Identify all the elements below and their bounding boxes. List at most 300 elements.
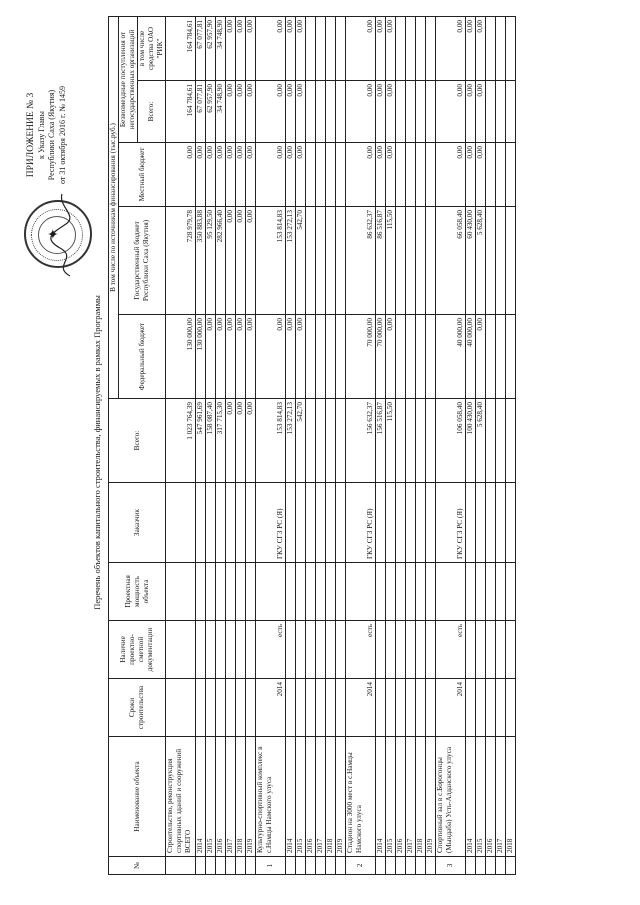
cell-capacity [216, 563, 226, 621]
cell-nongov [496, 81, 506, 143]
cell-nongov: 0,00 [476, 81, 486, 143]
cell-federal: 0,00 [206, 315, 216, 399]
table-row [426, 16, 436, 874]
cell-federal: 130 000,00 [166, 315, 196, 399]
cell-state: 282 966,40 [216, 207, 226, 315]
cell-docs [166, 621, 196, 679]
cell-nongov [336, 81, 346, 143]
cell-rik: 0,00 [256, 16, 286, 80]
table-row [486, 16, 496, 874]
cell-nongov: 0,00 [376, 81, 386, 143]
cell-rik [486, 16, 496, 80]
cell-term [466, 679, 476, 737]
cell-term [396, 679, 406, 737]
cell-docs [226, 621, 236, 679]
cell-no: 3 [436, 857, 466, 875]
cell-docs [196, 621, 206, 679]
col-nongov-rik: в том числе средства ОАО "РИК" [138, 16, 166, 80]
cell-nongov: 0,00 [466, 81, 476, 143]
cell-no [486, 857, 496, 875]
cell-federal: 0,00 [476, 315, 486, 399]
cell-local [496, 143, 506, 207]
cell-customer [496, 483, 506, 563]
cell-capacity [246, 563, 256, 621]
cell-total [396, 399, 406, 483]
cell-customer [466, 483, 476, 563]
cell-nongov: 67 077,81 [196, 81, 206, 143]
cell-term [196, 679, 206, 737]
cell-federal [486, 315, 496, 399]
cell-rik: 0,00 [376, 16, 386, 80]
table-row [306, 16, 316, 874]
cell-term [236, 679, 246, 737]
cell-term [246, 679, 256, 737]
cell-term [426, 679, 436, 737]
cell-total [506, 399, 516, 483]
cell-state [316, 207, 326, 315]
cell-docs [406, 621, 416, 679]
cell-no [196, 857, 206, 875]
cell-nongov [416, 81, 426, 143]
cell-customer: ГКУ СГЗ РС (Я) [346, 483, 376, 563]
cell-term [226, 679, 236, 737]
cell-state [506, 207, 516, 315]
cell-capacity [316, 563, 326, 621]
cell-name: 2016 [306, 737, 316, 857]
table-row [236, 16, 246, 874]
cell-federal: 0,00 [226, 315, 236, 399]
cell-no [416, 857, 426, 875]
cell-total [496, 399, 506, 483]
cell-nongov: 0,00 [236, 81, 246, 143]
cell-capacity [296, 563, 306, 621]
cell-capacity [256, 563, 286, 621]
cell-name: Спортивный зал в с.Борогонцы (Мындаба) Усть-Алданского улуса [436, 737, 466, 857]
table-row [466, 16, 476, 874]
cell-local [406, 143, 416, 207]
cell-rik: 62 957,90 [206, 16, 216, 80]
cell-customer [406, 483, 416, 563]
cell-capacity [466, 563, 476, 621]
cell-no [496, 857, 506, 875]
cell-state [416, 207, 426, 315]
cell-capacity [236, 563, 246, 621]
cell-name: Строительство, реконструкция спортивных зданий и сооружений ВСЕГО [166, 737, 196, 857]
cell-name: 2014 [286, 737, 296, 857]
cell-no [296, 857, 306, 875]
cell-rik: 0,00 [286, 16, 296, 80]
cell-docs [416, 621, 426, 679]
cell-total [326, 399, 336, 483]
cell-capacity [286, 563, 296, 621]
cell-no [326, 857, 336, 875]
cell-local: 0,00 [216, 143, 226, 207]
cell-total: 0,00 [226, 399, 236, 483]
cell-no [466, 857, 476, 875]
table-row [166, 16, 196, 874]
cell-capacity [326, 563, 336, 621]
cell-customer [166, 483, 196, 563]
cell-name: 2016 [486, 737, 496, 857]
cell-name: 2018 [416, 737, 426, 857]
table-row [216, 16, 226, 874]
cell-local: 0,00 [226, 143, 236, 207]
cell-total [306, 399, 316, 483]
cell-docs: есть [256, 621, 286, 679]
cell-rik [406, 16, 416, 80]
cell-no [226, 857, 236, 875]
cell-name: 2014 [196, 737, 206, 857]
cell-federal: 0,00 [286, 315, 296, 399]
table-row [316, 16, 326, 874]
cell-customer [306, 483, 316, 563]
cell-state: 95 129,50 [206, 207, 216, 315]
cell-customer [396, 483, 406, 563]
cell-total: 317 715,30 [216, 399, 226, 483]
cell-term [476, 679, 486, 737]
cell-no [506, 857, 516, 875]
cell-rik: 164 784,61 [166, 16, 196, 80]
cell-docs [486, 621, 496, 679]
col-funding-sources-group: В том числе по источникам финансирования (тыс.руб.) [109, 16, 119, 398]
cell-name: 2016 [216, 737, 226, 857]
cell-docs [306, 621, 316, 679]
table-row [416, 16, 426, 874]
table-row [346, 16, 376, 874]
cell-federal [426, 315, 436, 399]
cell-term: 2014 [436, 679, 466, 737]
cell-total: 542,70 [296, 399, 306, 483]
republic-name: Республики Саха (Якутия) [47, 89, 56, 181]
cell-local: 0,00 [436, 143, 466, 207]
seal-emblem-icon: ✦ [47, 228, 62, 240]
cell-customer [506, 483, 516, 563]
cell-name: 2017 [496, 737, 506, 857]
cell-name: 2014 [376, 737, 386, 857]
cell-customer [426, 483, 436, 563]
cell-total [406, 399, 416, 483]
cell-rik [396, 16, 406, 80]
cell-federal: 70 000,00 [376, 315, 386, 399]
cell-local [396, 143, 406, 207]
cell-local [426, 143, 436, 207]
cell-docs [246, 621, 256, 679]
cell-name: 2019 [336, 737, 346, 857]
cell-no [216, 857, 226, 875]
cell-customer [236, 483, 246, 563]
cell-federal: 0,00 [246, 315, 256, 399]
cell-rik [506, 16, 516, 80]
appendix-number: ПРИЛОЖЕНИЕ № 3 [26, 92, 36, 178]
cell-no: 2 [346, 857, 376, 875]
appendix-header [26, 60, 68, 210]
cell-docs: есть [346, 621, 376, 679]
cell-local: 0,00 [246, 143, 256, 207]
cell-customer [246, 483, 256, 563]
cell-nongov [426, 81, 436, 143]
cell-state [306, 207, 316, 315]
cell-term [296, 679, 306, 737]
cell-state: 0,00 [226, 207, 236, 315]
cell-state: 153 814,83 [256, 207, 286, 315]
cell-federal: 40 000,00 [466, 315, 476, 399]
cell-total: 1 023 764,39 [166, 399, 196, 483]
cell-customer [416, 483, 426, 563]
cell-docs [236, 621, 246, 679]
cell-total: 158 087,40 [206, 399, 216, 483]
cell-no [316, 857, 326, 875]
table-row [256, 16, 286, 874]
table-row [286, 16, 296, 874]
cell-rik: 0,00 [436, 16, 466, 80]
cell-capacity [306, 563, 316, 621]
cell-state [336, 207, 346, 315]
cell-rik [316, 16, 326, 80]
cell-total: 100 430,00 [466, 399, 476, 483]
cell-nongov [326, 81, 336, 143]
cell-federal: 130 000,00 [196, 315, 206, 399]
cell-rik: 0,00 [226, 16, 236, 80]
table-row [326, 16, 336, 874]
cell-term [336, 679, 346, 737]
cell-federal [506, 315, 516, 399]
cell-local [506, 143, 516, 207]
cell-term [166, 679, 196, 737]
cell-docs [316, 621, 326, 679]
cell-capacity [166, 563, 196, 621]
table-row [476, 16, 486, 874]
cell-docs [286, 621, 296, 679]
table-row [396, 16, 406, 874]
cell-rik [416, 16, 426, 80]
cell-no [396, 857, 406, 875]
cell-local [306, 143, 316, 207]
col-nongov-total: Всего: [138, 81, 166, 143]
cell-no [306, 857, 316, 875]
cell-name: 2018 [236, 737, 246, 857]
cell-customer: ГКУ СГЗ РС (Я) [436, 483, 466, 563]
table-row [496, 16, 506, 874]
col-object-name: Наименование объекта [109, 737, 166, 857]
cell-federal [496, 315, 506, 399]
table-row [406, 16, 416, 874]
cell-nongov: 62 957,90 [206, 81, 216, 143]
cell-capacity [506, 563, 516, 621]
col-federal-budget: Федеральный бюджет [119, 315, 166, 399]
cell-term [386, 679, 396, 737]
cell-term [486, 679, 496, 737]
cell-capacity [336, 563, 346, 621]
cell-federal: 70 000,00 [346, 315, 376, 399]
cell-nongov [396, 81, 406, 143]
cell-docs [396, 621, 406, 679]
cell-local [326, 143, 336, 207]
cell-no [476, 857, 486, 875]
cell-local: 0,00 [376, 143, 386, 207]
cell-nongov: 0,00 [286, 81, 296, 143]
table-row [336, 16, 346, 874]
cell-state [326, 207, 336, 315]
cell-state: 350 883,88 [196, 207, 206, 315]
col-design-docs: Наличие проектно-сметной документации [109, 621, 166, 679]
cell-local [316, 143, 326, 207]
cell-customer [386, 483, 396, 563]
cell-local: 0,00 [286, 143, 296, 207]
cell-state: 0,00 [236, 207, 246, 315]
cell-capacity [486, 563, 496, 621]
cell-docs [426, 621, 436, 679]
col-total: Всего: [109, 399, 166, 483]
cell-customer [226, 483, 236, 563]
cell-federal: 0,00 [386, 315, 396, 399]
cell-term: 2014 [256, 679, 286, 737]
cell-capacity [206, 563, 216, 621]
cell-name: 2015 [386, 737, 396, 857]
table-row [226, 16, 236, 874]
cell-nongov: 0,00 [296, 81, 306, 143]
cell-total: 153 272,13 [286, 399, 296, 483]
cell-name: 2015 [296, 737, 306, 857]
cell-state [426, 207, 436, 315]
decree-date: от 31 октября 2016 г. № 1459 [57, 86, 67, 185]
cell-no [336, 857, 346, 875]
cell-federal: 0,00 [236, 315, 246, 399]
cell-term [376, 679, 386, 737]
cell-customer: ГКУ СГЗ РС (Я) [256, 483, 286, 563]
cell-total: 547 961,69 [196, 399, 206, 483]
col-capacity: Проектная мощность объекта [109, 563, 166, 621]
cell-nongov: 0,00 [346, 81, 376, 143]
cell-federal: 0,00 [216, 315, 226, 399]
cell-nongov: 0,00 [226, 81, 236, 143]
cell-no [376, 857, 386, 875]
cell-total: 115,50 [386, 399, 396, 483]
cell-name: 2017 [316, 737, 326, 857]
cell-capacity [376, 563, 386, 621]
cell-federal: 40 000,00 [436, 315, 466, 399]
cell-docs [216, 621, 226, 679]
cell-rik: 34 748,90 [216, 16, 226, 80]
capital-construction-table [108, 16, 516, 875]
cell-term [496, 679, 506, 737]
cell-total: 106 058,40 [436, 399, 466, 483]
col-customer: Заказчик [109, 483, 166, 563]
table-header [109, 16, 166, 874]
cell-no [166, 857, 196, 875]
cell-no [246, 857, 256, 875]
cell-nongov: 0,00 [256, 81, 286, 143]
cell-docs [206, 621, 216, 679]
cell-capacity [196, 563, 206, 621]
cell-term [206, 679, 216, 737]
cell-term [406, 679, 416, 737]
cell-name: Культурно-спортивный комплекс в с.Намцы Намского улуса [256, 737, 286, 857]
cell-total [486, 399, 496, 483]
cell-state: 542,70 [296, 207, 306, 315]
cell-term [506, 679, 516, 737]
cell-rik [336, 16, 346, 80]
cell-total [316, 399, 326, 483]
cell-rik [306, 16, 316, 80]
cell-federal: 0,00 [296, 315, 306, 399]
cell-local: 0,00 [236, 143, 246, 207]
cell-rik [426, 16, 436, 80]
cell-local: 0,00 [256, 143, 286, 207]
table-row [196, 16, 206, 874]
cell-rik: 0,00 [246, 16, 256, 80]
cell-nongov [406, 81, 416, 143]
cell-local: 0,00 [166, 143, 196, 207]
table-row [296, 16, 306, 874]
cell-state: 66 058,40 [436, 207, 466, 315]
cell-local: 0,00 [196, 143, 206, 207]
cell-local: 0,00 [296, 143, 306, 207]
cell-capacity [386, 563, 396, 621]
cell-name: 2018 [326, 737, 336, 857]
cell-federal [336, 315, 346, 399]
cell-name: Стадион на 3000 мест в с.Намцы Намского улуса [346, 737, 376, 857]
cell-local [336, 143, 346, 207]
cell-nongov: 0,00 [246, 81, 256, 143]
cell-docs [466, 621, 476, 679]
cell-term [416, 679, 426, 737]
cell-local: 0,00 [346, 143, 376, 207]
table-row [436, 16, 466, 874]
cell-customer [296, 483, 306, 563]
cell-nongov [306, 81, 316, 143]
cell-federal [306, 315, 316, 399]
cell-state: 0,00 [246, 207, 256, 315]
cell-state [496, 207, 506, 315]
cell-term [326, 679, 336, 737]
cell-state: 153 272,13 [286, 207, 296, 315]
col-construction-term: Сроки строительства [109, 679, 166, 737]
cell-total [426, 399, 436, 483]
cell-rik [326, 16, 336, 80]
cell-total [336, 399, 346, 483]
cell-customer [486, 483, 496, 563]
cell-name: 2014 [466, 737, 476, 857]
cell-state: 60 430,00 [466, 207, 476, 315]
cell-total: 153 814,83 [256, 399, 286, 483]
cell-rik: 0,00 [296, 16, 306, 80]
cell-state [396, 207, 406, 315]
cell-rik: 0,00 [476, 16, 486, 80]
table-row [506, 16, 516, 874]
cell-state: 86 516,87 [376, 207, 386, 315]
cell-state [486, 207, 496, 315]
cell-customer [316, 483, 326, 563]
cell-docs [506, 621, 516, 679]
cell-state: 115,50 [386, 207, 396, 315]
cell-total: 5 628,40 [476, 399, 486, 483]
cell-docs [326, 621, 336, 679]
table-body [166, 16, 516, 874]
table-row [376, 16, 386, 874]
cell-total: 0,00 [236, 399, 246, 483]
cell-federal [396, 315, 406, 399]
document-title: Перечень объектов капитального строительства, финансируемых в рамках Программы [92, 295, 102, 610]
decree-reference: к Указу Главы [36, 111, 46, 159]
cell-docs [376, 621, 386, 679]
col-number: № [109, 857, 166, 875]
cell-state: 728 979,78 [166, 207, 196, 315]
cell-local: 0,00 [476, 143, 486, 207]
cell-term [316, 679, 326, 737]
cell-capacity [346, 563, 376, 621]
cell-docs: есть [436, 621, 466, 679]
col-nongov-group: Безвозмездные поступления от негосударственных организаций [119, 16, 138, 142]
